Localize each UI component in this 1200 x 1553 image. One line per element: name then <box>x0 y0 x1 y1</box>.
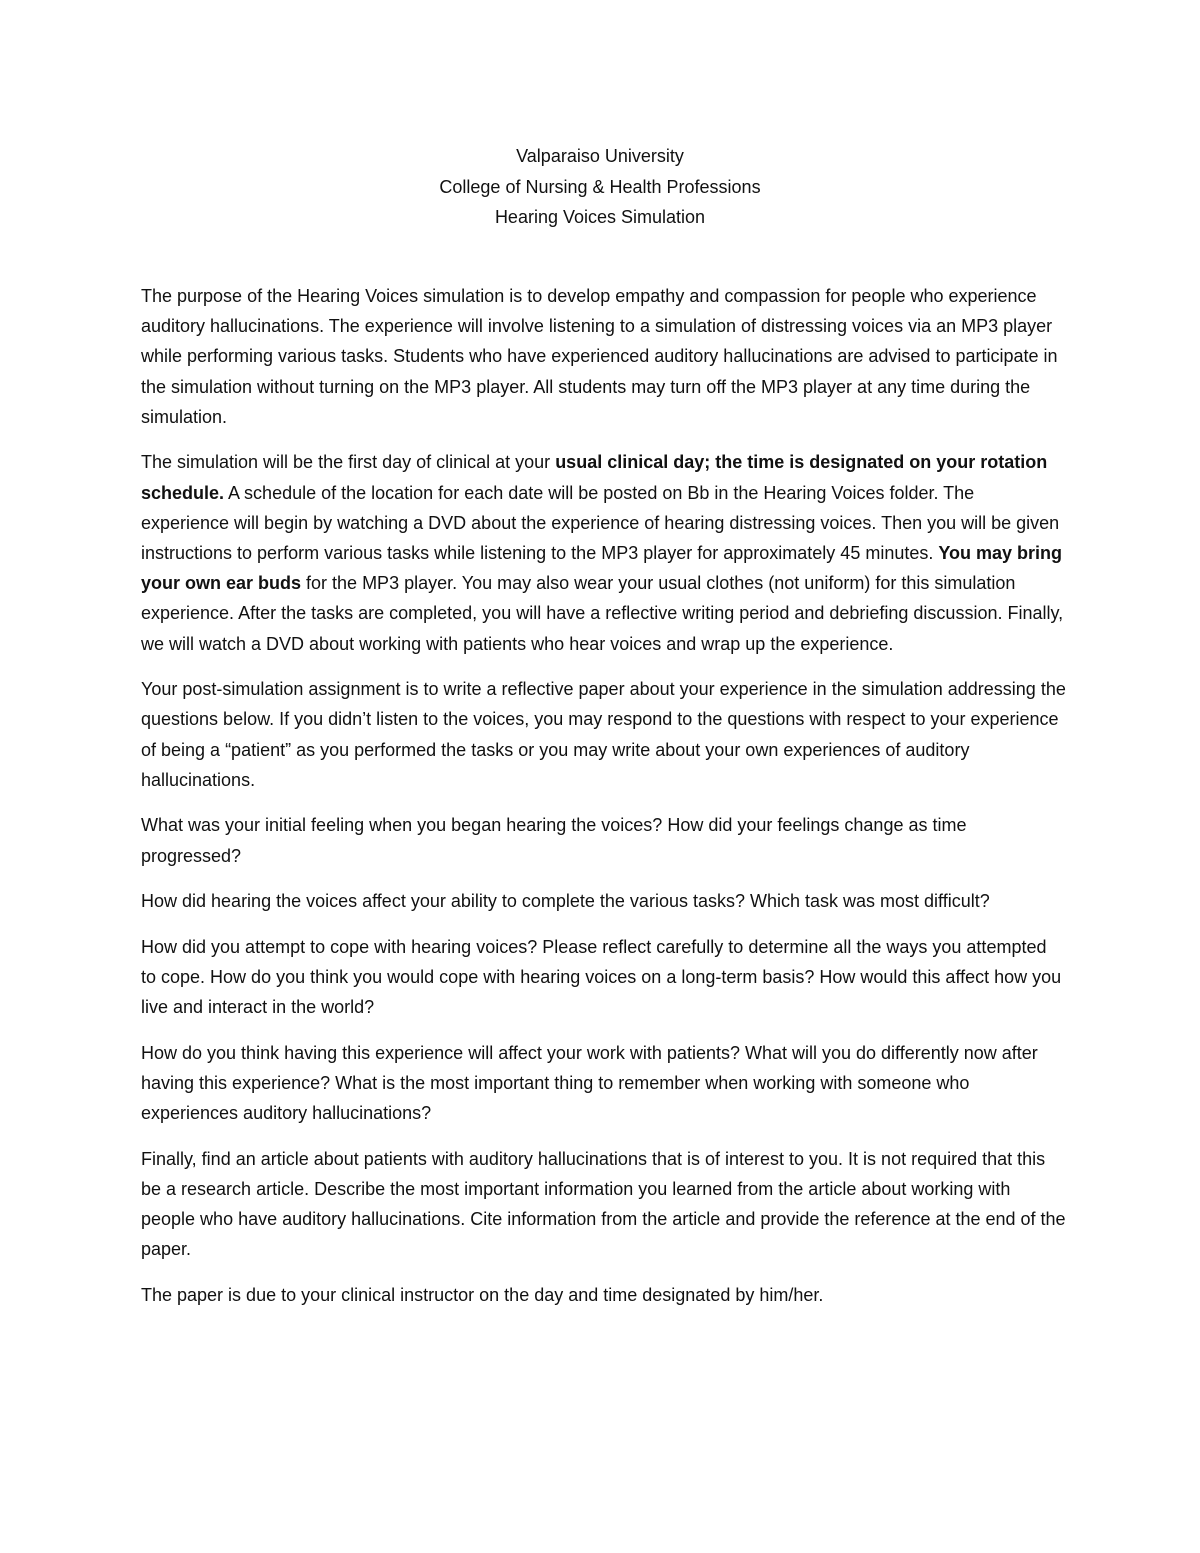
question-2: How did hearing the voices affect your ability to complete the various tasks? Which task was most difficult? <box>141 891 990 912</box>
schedule-paragraph <box>141 447 1066 658</box>
schedule-text-3: for the MP3 player. You may also wear your usual clothes (not uniform) for this simulation experience. After the tasks are completed, you will have a reflective writing period and debriefing discussion. Finally, we will watch a DVD about working with patients who hear voices and wrap up the experience. <box>141 573 1064 654</box>
due-date-note: The paper is due to your clinical instructor on the day and time designated by him/her. <box>141 1285 824 1306</box>
schedule-bold-text-2: You may bring your own ear buds <box>141 543 1063 594</box>
article-instructions: Finally, find an article about patients with auditory hallucinations that is of interest to you. It is not required that this be a research article. Describe the most important information you learned from the article about working with people who have auditory hallucinations. Cite information from the article and provide the reference at the end of the paper. <box>141 1148 1066 1260</box>
document-header <box>0 141 1200 233</box>
schedule-text-1: The simulation will be the first day of clinical at your <box>141 452 556 473</box>
question-1: What was your initial feeling when you began hearing the voices? How did your feelings change as time progressed? <box>141 815 967 866</box>
assignment-paragraph: Your post-simulation assignment is to write a reflective paper about your experience in the simulation addressing the questions below. If you didn’t listen to the voices, you may respond to the questions with respect to your experience of being a “patient” as you performed the tasks or you may write about your own experiences of auditory hallucinations. <box>141 679 1066 790</box>
document-title: Hearing Voices Simulation <box>494 207 706 227</box>
purpose-paragraph: The purpose of the Hearing Voices simulation is to develop empathy and compassion for people who experience auditory hallucinations. The experience will involve listening to a simulation of distressing voices via an MP3 player while performing various tasks. Students who have experienced auditory hallucinations are advised to participate in the simulation without turning on the MP3 player. All students may turn off the MP3 player at any time during the simulation. <box>141 286 1058 427</box>
question-3: How did you attempt to cope with hearing voices? Please reflect carefully to determine all the ways you attempted to cope. How do you think you would cope with hearing voices on a long-term basis? How would this affect how you live and interact in the world? <box>141 936 1062 1018</box>
question-4: How do you think having this experience will affect your work with patients? What will you do differently now after having this experience? What is the most important thing to remember when working with someone who experiences auditory hallucinations? <box>141 1042 1038 1124</box>
university-name: Valparaiso University <box>516 146 684 166</box>
schedule-text-2: A schedule of the location for each date will be posted on Bb in the Hearing Voices folder. The experience will begin by watching a DVD about the experience of hearing distressing voices. Then you will be given instructions to perform various tasks while listening to the MP3 player for approximately 45 minutes. <box>141 482 1060 564</box>
schedule-bold-text-1: usual clinical day; the time is designated on your rotation schedule. <box>141 452 1048 503</box>
document-body <box>141 281 1066 1326</box>
college-name: College of Nursing & Health Professions <box>439 176 761 197</box>
